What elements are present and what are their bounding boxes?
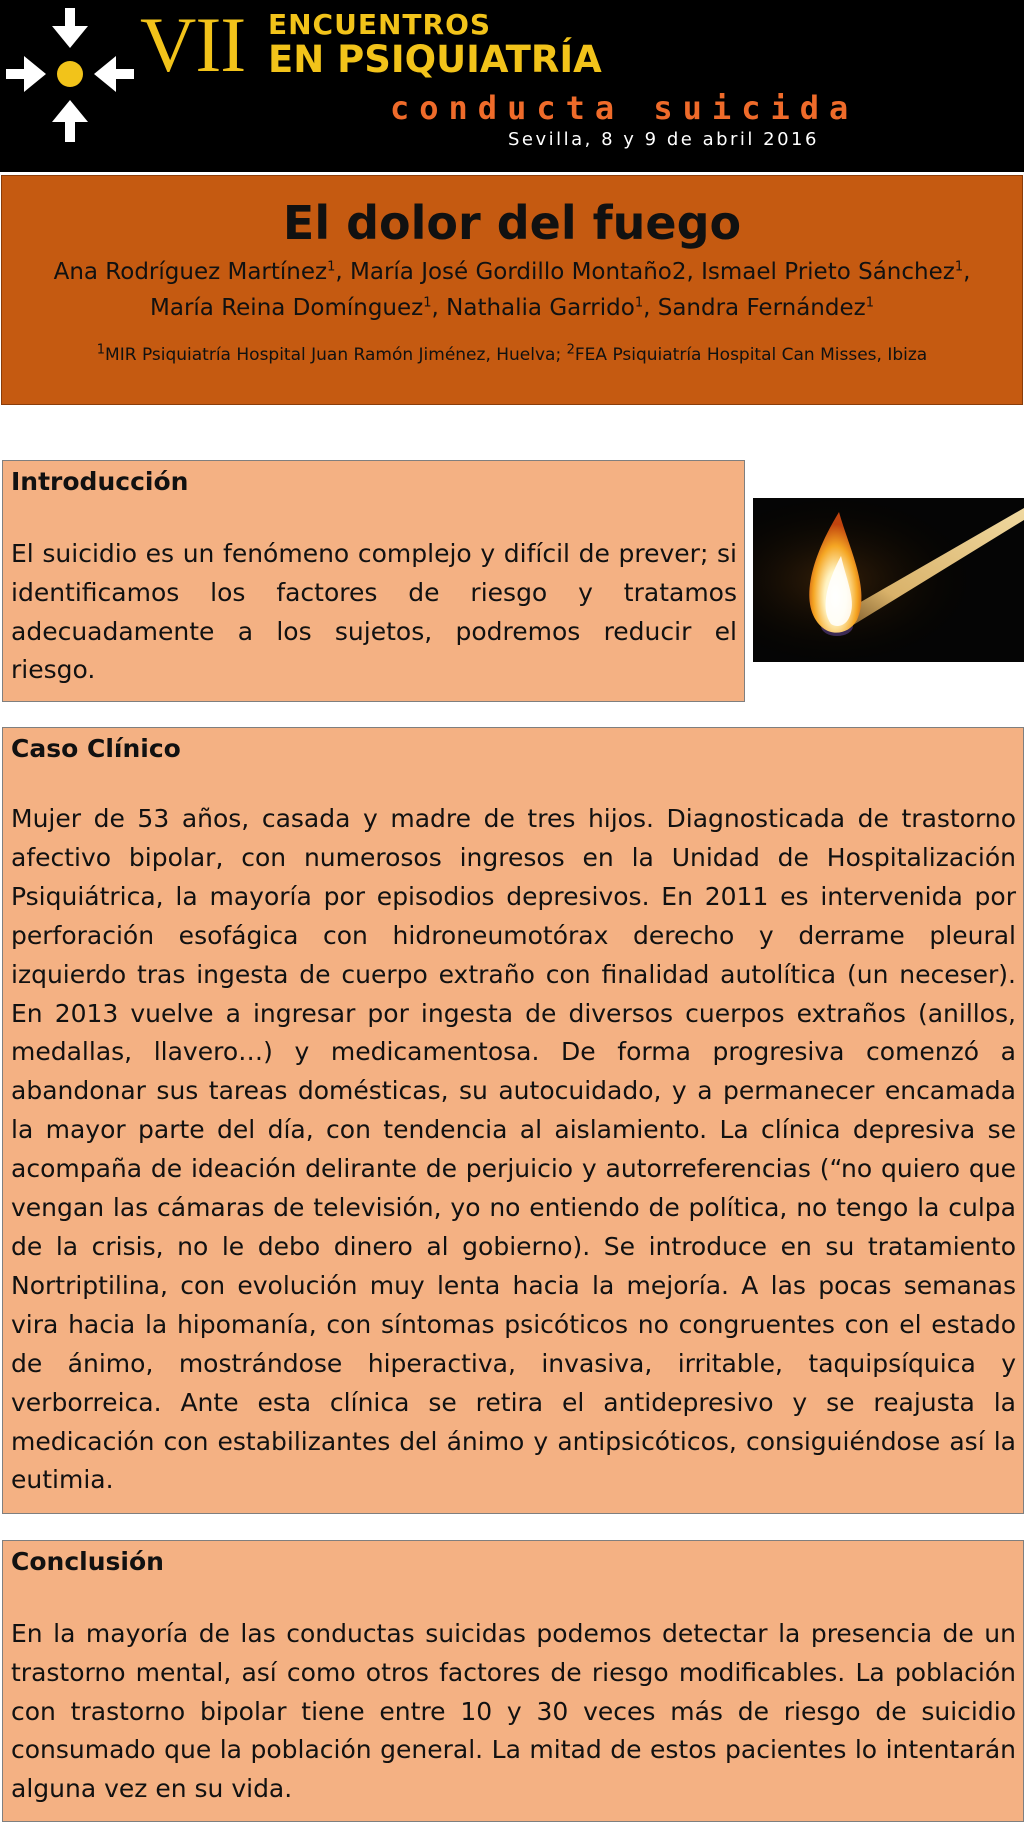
- conference-date: Sevilla, 8 y 9 de abril 2016: [508, 129, 819, 150]
- author-name: Sandra Fernández: [657, 295, 866, 321]
- clinical-case-section: [2, 727, 1024, 1514]
- title-box: [1, 175, 1023, 405]
- conference-name-line2: EN PSIQUIATRÍA: [268, 38, 602, 81]
- four-arrows-circle-logo-icon: [0, 0, 140, 150]
- author-list: Ana Rodríguez Martínez$^1$, María José Gordillo Montaño2, Ismael Prieto Sánchez$^1$, María Reina Domínguez$^1$, Nathalia Garrido$^1$, Sandra Fernández$^1$: [53, 259, 971, 321]
- affiliation-2: FEA Psiquiatría Hospital Can Misses, Ibiza: [574, 345, 928, 365]
- author-name: María José Gordillo Montaño2: [350, 259, 687, 285]
- conference-theme: conducta suicida: [390, 89, 859, 127]
- conference-edition-numeral: VII: [140, 1, 246, 88]
- author-affiliation-marker: 1: [954, 259, 964, 275]
- author-affiliation-marker: 1: [327, 259, 336, 275]
- author-name: Ismael Prieto Sánchez: [701, 259, 955, 285]
- conference-name-line1: ENCUENTROS: [268, 8, 492, 41]
- author-affiliation-marker: 1: [423, 295, 432, 311]
- author-affiliation-marker: 1: [865, 295, 874, 311]
- author-name: Nathalia Garrido: [446, 295, 635, 321]
- burning-match-image-icon: [753, 498, 1024, 662]
- poster-title: El dolor del fuego: [282, 196, 742, 250]
- author-name: María Reina Domínguez: [150, 295, 424, 321]
- intro-text: El suicidio es un fenómeno complejo y difícil de prever; si identificamos los factores de riesgo y tratamos adecuadamente a los sujetos, podremos reducir el riesgo.: [11, 539, 737, 685]
- affiliation-1: MIR Psiquiatría Hospital Juan Ramón Jiménez, Huelva;: [105, 345, 567, 365]
- intro-heading: Introducción: [11, 467, 189, 496]
- conclusion-section: [2, 1540, 1024, 1822]
- intro-section: [2, 460, 745, 702]
- affiliation-2-marker: 2: [566, 342, 575, 358]
- author-name: Ana Rodríguez Martínez: [53, 259, 328, 285]
- author-affiliation-marker: 1: [634, 295, 644, 311]
- clinical-case-text: Mujer de 53 años, casada y madre de tres hijos. Diagnosticada de trastorno afectivo bipolar, con numerosos ingresos en la Unidad de Hospitalización Psiquiátrica, la mayoría por episodios depresivos. En 2011 es intervenida por perforación esofágica con hidroneumotórax derecho y derrame pleural izquierdo tras ingesta de cuerpo extraño con finalidad autolítica (un neceser). En 2013 vuelve a ingresar por ingesta de diversos cuerpos extraños (anillos, medallas, llavero…) y medicamentosa. De forma progresiva comenzó a abandonar sus tareas domésticas, su autocuidado, y a permanecer encamada la mayor parte del día, con tendencia al aislamiento. La clínica depresiva se acompaña de ideación delirante de perjuicio y autorreferencias (“no quiero que vengan las cámaras de televisión, yo no entiendo de política, no tengo la culpa de la crisis, no le debo dinero al gobierno). Se introduce en su tratamiento Nortriptilina, con evolución muy lenta hacia la mejoría. A las pocas semanas vira hacia la hipomanía, con síntomas psicóticos no congruentes con el estado de ánimo, mostrándose hiperactiva, invasiva, irritable, taquipsíquica y verborreica. Ante esta clínica se retira el antidepresivo y se reajusta la medicación con estabilizantes del ánimo y antipsicóticos, consiguiéndose así la eutimia.: [11, 804, 1016, 1495]
- conclusion-text: En la mayoría de las conductas suicidas podemos detectar la presencia de un trastorno mental, así como otros factores de riesgo modificables. La población con trastorno bipolar tiene entre 10 y 30 veces más de riesgo de suicidio consumado que la población general. La mitad de estos pacientes lo intentarán alguna vez en su vida.: [11, 1619, 1016, 1804]
- conclusion-heading: Conclusión: [11, 1547, 164, 1576]
- affiliations: [2, 342, 1022, 368]
- clinical-case-heading: Caso Clínico: [11, 734, 181, 763]
- conference-banner: [0, 0, 1024, 172]
- affiliation-1-marker: 1: [96, 342, 106, 358]
